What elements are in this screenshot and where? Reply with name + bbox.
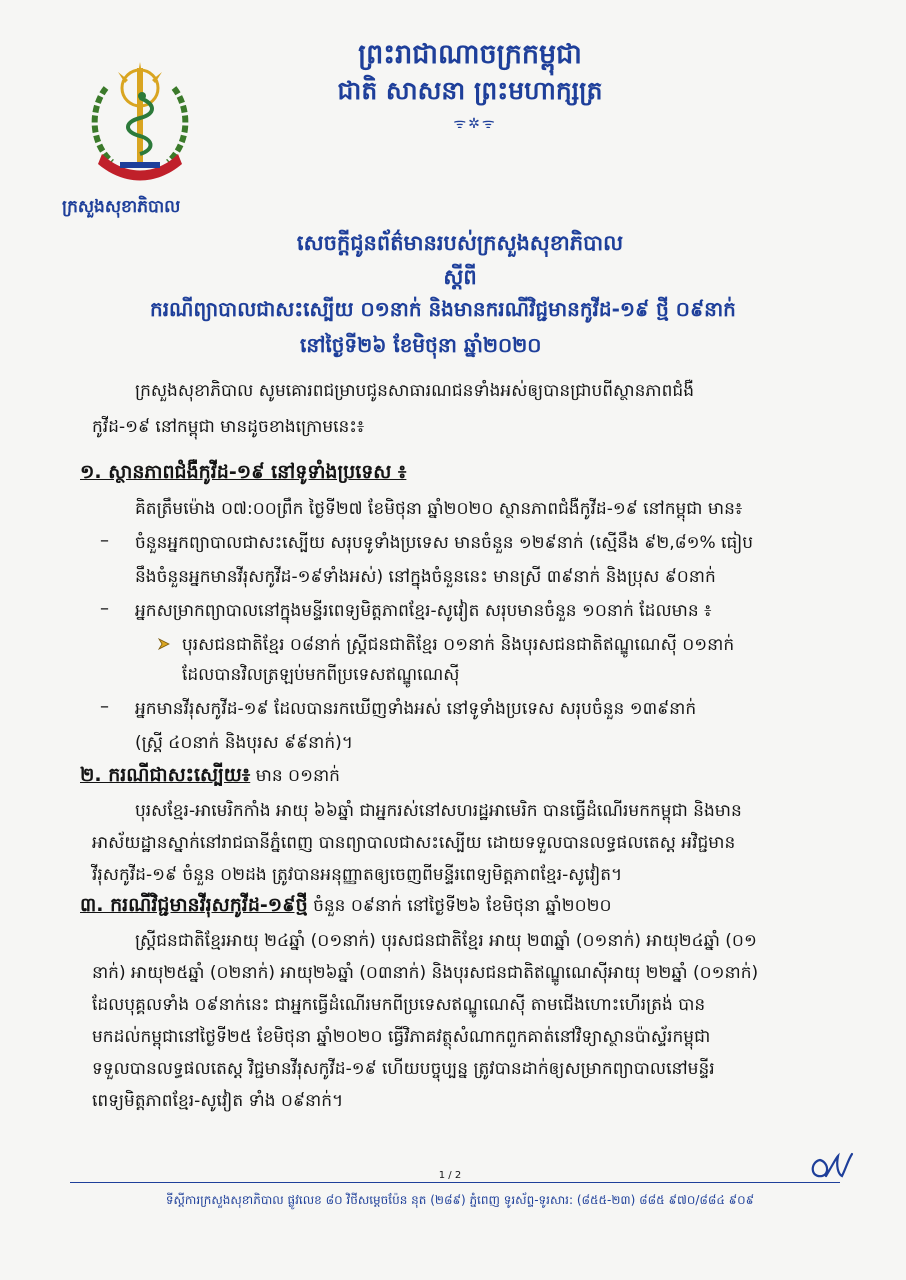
section-1-asof: គិតត្រឹមម៉ោង ០៧:០០ព្រឹក ថ្ងៃទី២៧ ខែមិថុនា ឆ្នាំ២០២០ ស្ថានភាពជំងឺកូវីដ-១៩ នៅកម្ពុជា មាន៖: [135, 499, 743, 519]
ministry-logo: [84, 58, 196, 186]
ministry-label: ក្រសួងសុខាភិបាល: [62, 197, 181, 217]
section-1-sub-line-1: បុរសជនជាតិខ្មែរ ០៨នាក់ ស្ត្រីជនជាតិខ្មែរ ០១នាក់ និងបុរសជនជាតិឥណ្ឌូណេស៊ី ០១នាក់: [182, 635, 735, 655]
arrow-bullet-icon: [158, 638, 170, 650]
section-1-item-1-line-1: ចំនួនអ្នកព្យាបាលជាសះស្បើយ សរុបទូទាំងប្រទេស មានចំនួន ១២៩នាក់ (ស្មើនឹង ៩២,៨១% ធៀប: [135, 533, 754, 553]
list-dash: –: [100, 598, 109, 619]
section-3-line-4: មកដល់កម្ពុជានៅថ្ងៃទី២៥ ខែមិថុនា ឆ្នាំ២០២០ ធ្វើវិភាគវត្ថុសំណាកពួកគាត់នៅវិទ្យាស្ថានប៉ាស្ទ័រកម្ពុជា: [92, 1027, 711, 1047]
section-1-item-1-line-2: នឹងចំនួនអ្នកមានវីរុសកូវីដ-១៩ទាំងអស់) នៅក្នុងចំនួននេះ មានស្រី ៣៩នាក់ និងប្រុស ៩០នាក់: [135, 567, 716, 587]
section-3-line-2: នាក់) អាយុ២៥ឆ្នាំ (០២នាក់) អាយុ២៦ឆ្នាំ (០៣នាក់) និងបុរសជនជាតិឥណ្ឌូណេស៊ីអាយុ ២២ឆ្នាំ (០១នាក់): [92, 963, 759, 983]
section-3-line-3: ដែលបុគ្គលទាំង ០៩នាក់នេះ ជាអ្នកធ្វើដំណើរមកពីប្រទេសឥណ្ឌូណេស៊ី តាមជើងហោះហើរត្រង់ បាន: [92, 995, 706, 1015]
section-2-line-2: អាស័យដ្ឋានស្នាក់នៅរាជធានីភ្នំពេញ បានព្យាបាលជាសះស្បើយ ដោយទទួលបានលទ្ធផលតេស្ត អវិជ្ជមាន: [92, 833, 736, 853]
section-1-item-3-line-2: (ស្ត្រី ៤០នាក់ និងបុរស ៩៩នាក់)។: [135, 733, 353, 753]
section-2-line-3: វីរុសកូវីដ-១៩ ចំនួន ០២ដង ត្រូវបានអនុញ្ញាតឲ្យចេញពីមន្ទីរពេទ្យមិត្តភាពខ្មែរ-សូវៀត។: [92, 865, 623, 885]
section-3-line-6: ពេទ្យមិត្តភាពខ្មែរ-សូវៀត ទាំង ០៩នាក់។: [92, 1091, 344, 1111]
section-2-heading-row: [80, 764, 340, 787]
document-subject: ករណីព្យាបាលជាសះស្បើយ ០១នាក់ និងមានករណីវិជ្ជមានកូវីដ-១៩ ថ្មី ០៩នាក់: [150, 297, 736, 321]
section-2-line-1: បុរសខ្មែរ-អាមេរិកកាំង អាយុ ៦៦ឆ្នាំ ជាអ្នករស់នៅសហរដ្ឋអាមេរិក បានធ្វើដំណើរមកកម្ពុជា និងមាន: [135, 801, 742, 821]
national-motto: ជាតិ សាសនា ព្រះមហាក្សត្រ: [337, 76, 603, 105]
document-subject-label: ស្ដីពី: [443, 265, 477, 289]
document-date: នៅថ្ងៃទី២៦ ខែមិថុនា ឆ្នាំ២០២០: [300, 333, 542, 357]
section-3-heading: ៣. ករណីវិជ្ជមានវីរុសកូវីដ-១៩ថ្មី: [80, 894, 308, 916]
footer-divider: [70, 1182, 840, 1183]
section-1-item-3-line-1: អ្នកមានវីរុសកូវីដ-១៩ ដែលបានរកឃើញទាំងអស់ នៅទូទាំងប្រទេស សរុបចំនួន ១៣៩នាក់: [135, 699, 697, 719]
section-2-count: មាន ០១នាក់: [250, 766, 340, 786]
list-dash: –: [100, 696, 109, 717]
document-title: សេចក្ដីជូនព័ត៌មានរបស់ក្រសួងសុខាភិបាល: [296, 231, 624, 255]
section-1-sub-line-2: ដែលបានវិលត្រឡប់មកពីប្រទេសឥណ្ឌូណេស៊ី: [182, 665, 460, 685]
section-3-line-1: ស្ត្រីជនជាតិខ្មែរអាយុ ២៤ឆ្នាំ (០១នាក់) បុរសជនជាតិខ្មែរ អាយុ ២៣ឆ្នាំ (០១នាក់) អាយុ២៤ឆ្នាំ (០១: [135, 931, 757, 951]
page-number: 1 / 2: [438, 1170, 462, 1181]
intro-line-2: កូវីដ-១៩ នៅកម្ពុជា មានដូចខាងក្រោមនេះ៖: [92, 417, 365, 437]
list-dash: –: [100, 530, 109, 551]
section-1-heading: ១. ស្ថានភាពជំងឺកូវីដ-១៩ នៅទូទាំងប្រទេស ៖: [80, 461, 407, 483]
footer-address: ទីស្ដីការក្រសួងសុខាភិបាល ផ្លូវលេខ ៨០ វិថីសម្ដេចប៉ែន នុត (២៨៩) ភ្នំពេញ ទូរស័ព្ទ-ទូរសារ: (៨៥៥-២៣) ៨៨៥ ៩៧០/៨៨៤ ៩០៩: [165, 1193, 755, 1207]
intro-line-1: ក្រសួងសុខាភិបាល សូមគោរពជម្រាបជូនសាធារណជនទាំងអស់ឲ្យបានជ្រាបពីស្ថានភាពជំងឺ: [135, 381, 694, 401]
section-2-heading: ២. ករណីជាសះស្បើយ៖: [80, 764, 251, 786]
section-1-item-2: អ្នកសម្រាកព្យាបាលនៅក្នុងមន្ទីរពេទ្យមិត្តភាពខ្មែរ-សូវៀត សរុបមានចំនួន ១០នាក់ ដែលមាន ៖: [135, 601, 712, 621]
kingdom-heading: ព្រះរាជាណាចក្រកម្ពុជា: [358, 39, 582, 70]
section-3-heading-row: [80, 894, 612, 917]
ornament-divider: ᯤ✲ᯤ: [453, 116, 497, 132]
section-3-line-5: ទទួលបានលទ្ធផលតេស្ត វិជ្ជមានវីរុសកូវីដ-១៩ ហើយបច្ចុប្បន្ន ត្រូវបានដាក់ឲ្យសម្រាកព្យាបាលនៅមន្ទីរ: [92, 1059, 715, 1079]
section-3-count-date: ចំនួន ០៩នាក់ នៅថ្ងៃទី២៦ ខែមិថុនា ឆ្នាំ២០២០: [307, 896, 612, 916]
initials-signature: [806, 1150, 856, 1184]
